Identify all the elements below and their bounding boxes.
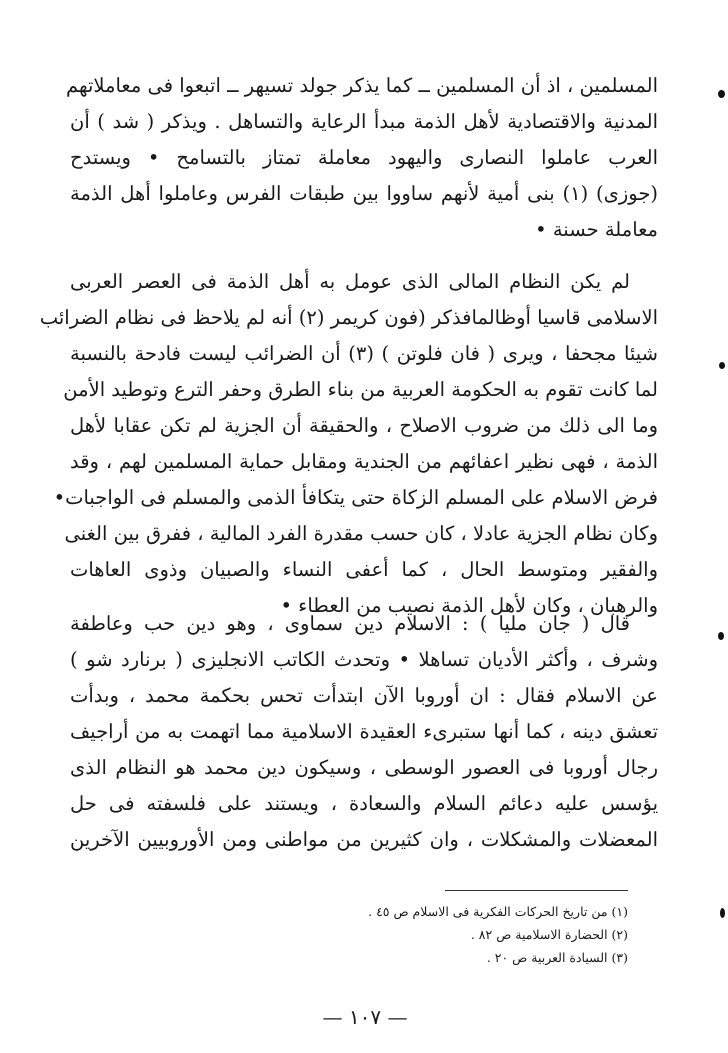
text-line: المدنية والاقتصادية لأهل الذمة مبدأ الرعاية والتساهل . ويذكر ( شد ) أن [70,110,658,133]
paragraph-1 [66,68,658,248]
text-line: (جوزى) (١) بنى أمية لأنهم ساووا بين طبقات الفرس وعاملوا أهل الذمة [70,182,658,205]
paragraph-2 [39,264,658,624]
text-line: المعضلات والمشكلات ، وان كثيرين من مواطنى ومن الأوروبيين الآخرين [70,828,658,851]
text-line: وما الى ذلك من ضروب الاصلاح ، والحقيقة أن الجزية لم تكن عقابا لأهل [70,414,658,437]
footnote-3: (٣) السيادة العربية ص ٢٠ . [486,950,628,965]
scan-speck [718,90,725,98]
scan-speck [718,632,724,640]
text-line: يؤسس عليه دعائم السلام والسعادة ، ويستند على فلسفته فى حل [70,792,658,815]
page-number: — ١٠٧ — [322,1005,408,1029]
text-line: شيئا مجحفا ، ويرى ( فان فلوتن ) (٣) أن الضرائب ليست فادحة بالنسبة [70,342,658,365]
text-line: المسلمين ، اذ أن المسلمين ــ كما يذكر جولد تسيهر ــ اتبعوا فى معاملاتهم [66,74,658,97]
text-line: فرض الاسلام على المسلم الزكاة حتى يتكافأ الذمى والمسلم فى الواجبات• [53,486,658,509]
text-line: تعشق دينه ، كما أنها ستبرىء العقيدة الاسلامية مما اتهمت به من أراجيف [70,720,658,743]
text-line: لم يكن النظام المالى الذى عومل به أهل الذمة فى العصر العربى [70,270,630,293]
text-line: والفقير ومتوسط الحال ، كما أعفى النساء والصبيان وذوى العاهات [70,558,658,581]
paragraph-3 [70,606,658,858]
text-line: قال ( جان مليا ) : الاسلام دين سماوى ، وهو دين حب وعاطفة [70,612,630,635]
footnote-2: (٢) الحضارة الاسلامية ص ٨٢ . [470,927,628,942]
text-line: والرهبان ، وكان لأهل الذمة نصيب من العطاء • [280,594,658,617]
scan-speck [719,362,725,369]
text-line: وشرف ، وأكثر الأديان تساهلا • وتحدث الكاتب الانجليزى ( برنارد شو ) [70,648,658,671]
text-line: العرب عاملوا النصارى واليهود معاملة تمتاز بالتسامح • ويستدح [70,146,658,169]
text-line: الذمة ، فهى نظير اعفائهم من الجندية ومقابل حماية المسلمين لهم ، وقد [70,450,658,473]
footnote-divider [445,890,628,891]
text-line: وكان نظام الجزية عادلا ، كان حسب مقدرة الفرد المالية ، ففرق بين الغنى [64,522,658,545]
footnote-1: (١) من تاريخ الحركات الفكرية فى الاسلام ص ٤٥ . [368,904,628,919]
text-line: الاسلامى قاسيا أوظالمافذكر (فون كريمر (٢) أنه لم يلاحظ فى نظام الضرائب [39,306,658,329]
text-line: لما كانت تقوم به الحكومة العربية من بناء الطرق وحفر الترع وتوطيد الأمن [63,378,658,401]
text-line: رجال أوروبا فى العصور الوسطى ، وسيكون دين محمد هو النظام الذى [70,756,658,779]
footnotes [150,900,628,969]
scan-speck [720,908,725,918]
text-line: عن الاسلام فقال : ان أوروبا الآن ابتدأت تحس بحكمة محمد ، وبدأت [70,684,658,707]
text-line: معاملة حسنة • [535,218,658,241]
